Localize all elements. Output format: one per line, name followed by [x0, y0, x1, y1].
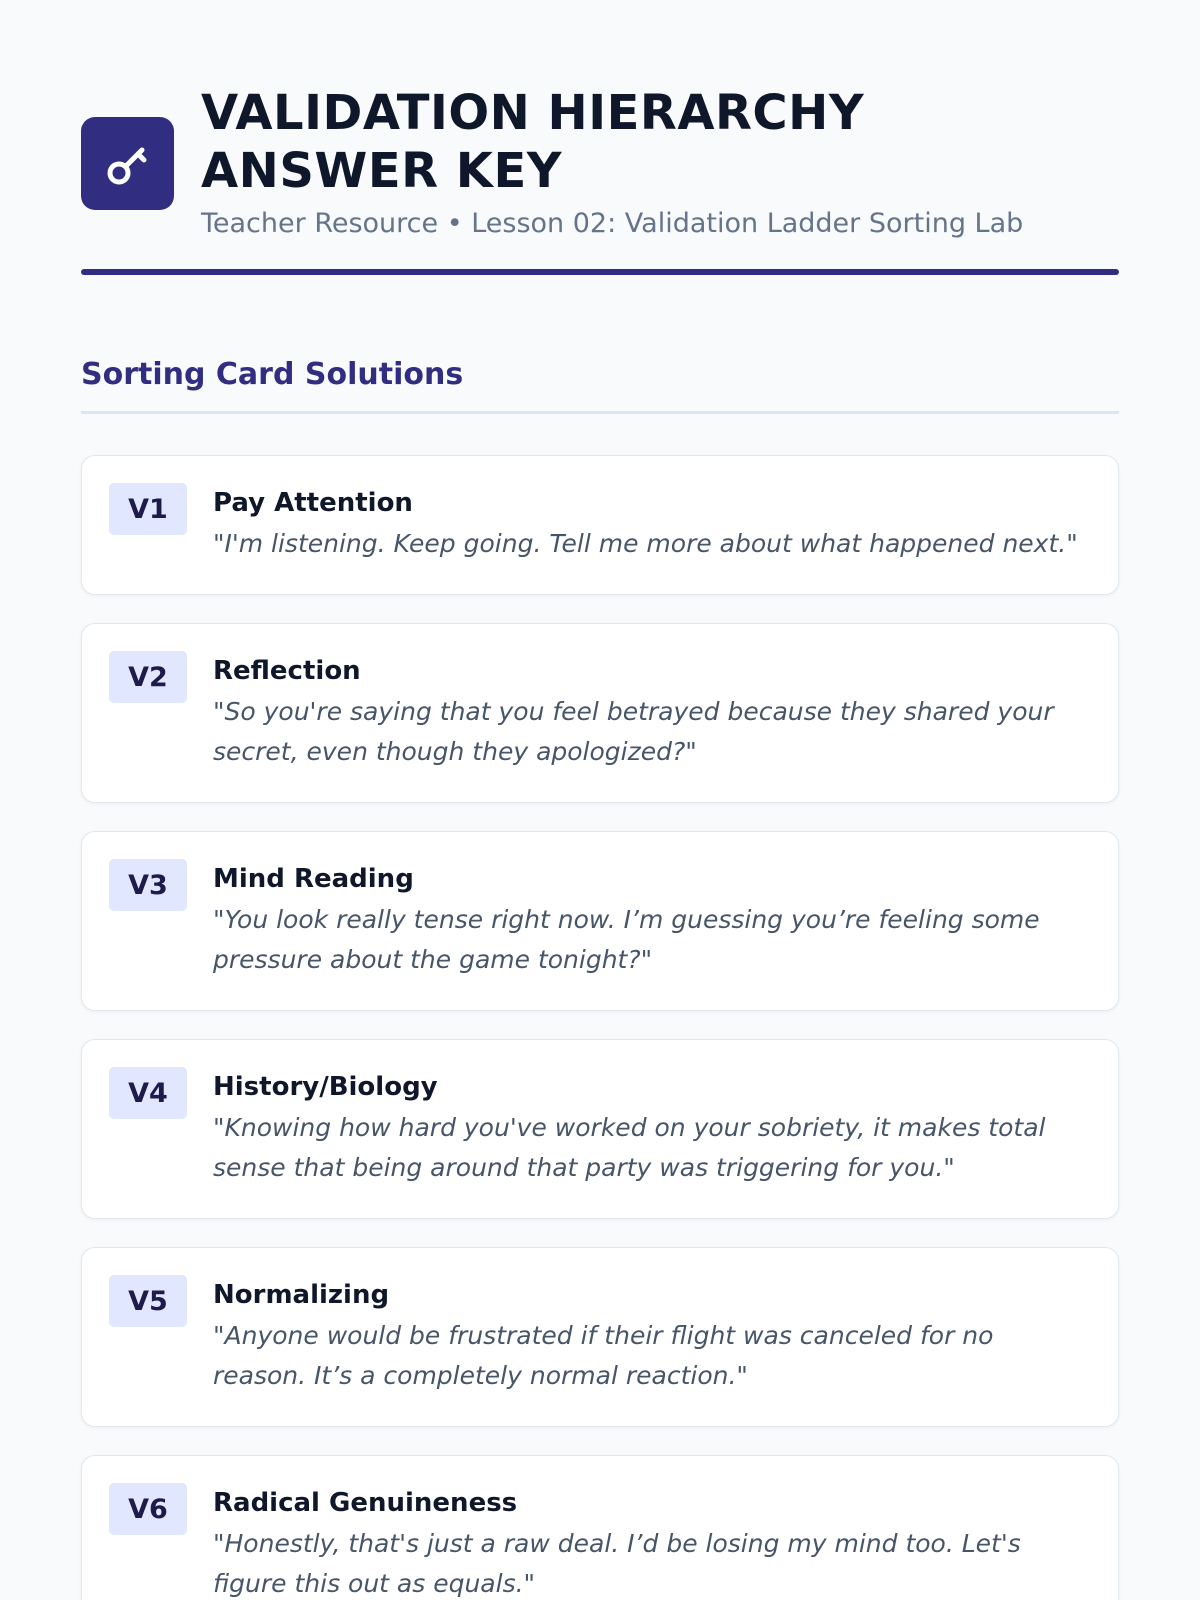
header-text [201, 84, 1023, 239]
card-body [213, 651, 1090, 772]
page-title: VALIDATION HIERARCHY ANSWER KEY [201, 85, 865, 199]
header-divider [81, 269, 1119, 275]
card-title: History/Biology [213, 1072, 438, 1102]
card-quote: "Knowing how hard you've worked on your sobriety, it makes total sense that being around that party was triggering for you." [213, 1113, 1046, 1182]
card-title: Pay Attention [213, 488, 413, 518]
level-badge: V1 [109, 483, 187, 535]
page-subtitle: Teacher Resource • Lesson 02: Validation Ladder Sorting Lab [201, 208, 1024, 239]
card-title: Normalizing [213, 1280, 390, 1310]
card-body [213, 1483, 1090, 1600]
solution-card [81, 455, 1119, 595]
card-quote: "I'm listening. Keep going. Tell me more about what happened next." [213, 529, 1078, 558]
solution-card [81, 1039, 1119, 1219]
level-badge: V2 [109, 651, 187, 703]
card-quote: "So you're saying that you feel betrayed because they shared your secret, even though they apologized?" [213, 697, 1054, 766]
solution-card [81, 831, 1119, 1011]
card-quote: "Honestly, that's just a raw deal. I’d be losing my mind too. Let's figure this out as equals." [213, 1529, 1021, 1598]
card-title: Radical Genuineness [213, 1488, 518, 1518]
card-quote: "You look really tense right now. I’m guessing you’re feeling some pressure about the game tonight?" [213, 905, 1040, 974]
card-body [213, 483, 1078, 564]
level-badge: V6 [109, 1483, 187, 1535]
level-badge: V4 [109, 1067, 187, 1119]
level-badge: V3 [109, 859, 187, 911]
section-divider [81, 411, 1119, 414]
solution-card [81, 1455, 1119, 1600]
solution-card [81, 1247, 1119, 1427]
page-header [81, 0, 1119, 239]
card-title: Mind Reading [213, 864, 414, 894]
card-body [213, 1067, 1090, 1188]
key-icon [81, 117, 174, 210]
card-body [213, 1275, 1090, 1396]
key-icon-graphic [102, 138, 154, 190]
card-title: Reflection [213, 656, 361, 686]
card-quote: "Anyone would be frustrated if their flight was canceled for no reason. It’s a completely normal reaction." [213, 1321, 994, 1390]
solution-card [81, 623, 1119, 803]
section-title: Sorting Card Solutions [81, 357, 464, 392]
level-badge: V5 [109, 1275, 187, 1327]
card-list [81, 455, 1119, 1600]
card-body [213, 859, 1090, 980]
